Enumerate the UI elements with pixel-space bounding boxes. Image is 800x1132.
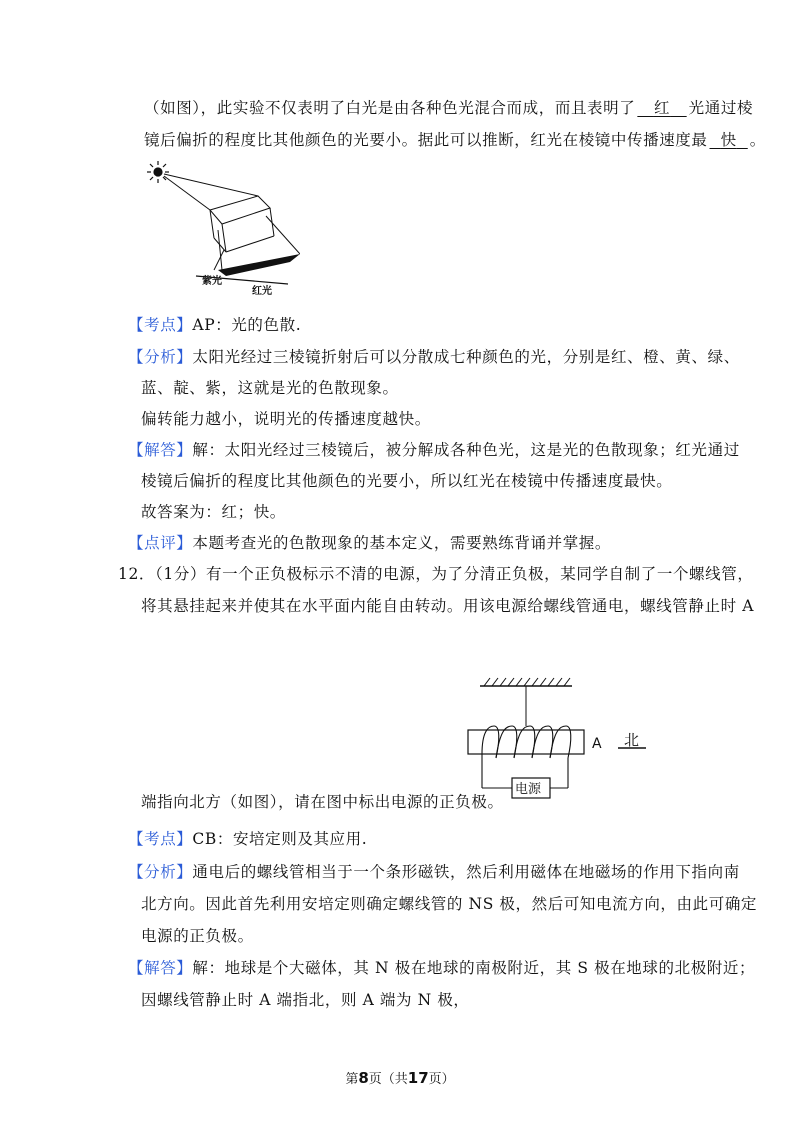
label-purple-light: 紫光 [202, 276, 222, 287]
end-a-label: A [592, 736, 602, 752]
text-fragment: （如图），此实验不仅表明了白光是由各种色光混合而成，而且表明了 [144, 99, 636, 117]
text-line [144, 98, 753, 118]
text-line: 棱镜后偏折的程度比其他颜色的光要小，所以红光在棱镜中传播速度最快。 [141, 472, 673, 490]
answer-text: 快 [720, 131, 737, 149]
text-line: 北方向。因此首先利用安培定则确定螺线管的 NS 极，然后可知电流方向，由此可确定 [141, 895, 758, 913]
question-line [118, 564, 753, 584]
spectrum-band [218, 254, 300, 276]
fenxi-line [128, 862, 740, 882]
jieda-line [128, 958, 755, 978]
kaodian-text: AP：光的色散. [192, 316, 302, 334]
north-label: 北 [624, 731, 640, 749]
jieda-line [128, 440, 740, 460]
text-line: 将其悬挂起来并使其在水平面内能自由转动。用该电源给螺线管通电，螺线管静止时 A [141, 597, 755, 615]
fenxi-tag: 【分析】 [128, 348, 193, 366]
solenoid-figure [460, 674, 660, 804]
jieda-text: 解：地球是个大磁体，其 N 极在地球的南极附近，其 S 极在地球的北极附近； [192, 959, 756, 977]
dianping-line [128, 533, 611, 553]
page-footer [0, 1068, 800, 1087]
text-fragment: 。 [749, 131, 766, 149]
prism-dispersion-figure [140, 158, 300, 298]
footer-text: 页（共 [368, 1072, 408, 1087]
fenxi-text: 通电后的螺线管相当于一个条形磁铁，然后利用磁体在地磁场的作用下指向南 [192, 863, 740, 881]
question-number: 12． [118, 565, 156, 583]
dianping-tag: 【点评】 [128, 534, 193, 552]
kaodian-text: CB：安培定则及其应用. [192, 830, 368, 848]
kaodian-line [128, 829, 367, 849]
text-line: 偏转能力越小，说明光的传播速度越快。 [141, 410, 431, 428]
text-line: 因螺线管静止时 A 端指北，则 A 端为 N 极， [141, 991, 470, 1009]
fenxi-text: 太阳光经过三棱镜折射后可以分散成七种颜色的光，分别是红、橙、黄、绿、 [192, 348, 740, 366]
label-red-light: 红光 [252, 286, 272, 297]
dianping-text: 本题考查光的色散现象的基本定义，需要熟练背诵并掌握。 [192, 534, 612, 552]
answer-blank-1 [635, 98, 688, 118]
power-source-label: 电源 [515, 782, 542, 797]
kaodian-line [128, 315, 301, 335]
answer-text: 红 [653, 99, 671, 117]
kaodian-tag: 【考点】 [128, 830, 193, 848]
text-fragment: 镜后偏折的程度比其他颜色的光要小。据此可以推断，红光在棱镜中传播速度最 [144, 131, 708, 149]
fenxi-tag: 【分析】 [128, 863, 193, 881]
text-line: 蓝、靛、紫，这就是光的色散现象。 [141, 379, 399, 397]
answer-line: 故答案为：红；快。 [141, 503, 286, 521]
page-number: 8 [358, 1069, 369, 1087]
text-line: 端指向北方（如图），请在图中标出电源的正负极。 [141, 793, 504, 811]
jieda-tag: 【解答】 [128, 441, 193, 459]
jieda-text: 解：太阳光经过三棱镜后，被分解成各种色光，这是光的色散现象；红光通过 [192, 441, 740, 459]
jieda-tag: 【解答】 [128, 959, 193, 977]
text-line [144, 130, 766, 150]
text-fragment: 光通过棱 [688, 99, 754, 117]
text-line: 电源的正负极。 [141, 927, 254, 945]
fenxi-line [128, 347, 740, 367]
sun-icon [147, 161, 169, 183]
footer-text: 页） [428, 1072, 455, 1087]
solenoid-core [468, 730, 584, 754]
footer-text: 第 [345, 1072, 359, 1087]
question-text: （1分）有一个正负极标示不清的电源，为了分清正负极，某同学自制了一个螺线管， [155, 565, 754, 583]
answer-blank-2 [708, 130, 750, 150]
kaodian-tag: 【考点】 [128, 316, 193, 334]
ceiling-hatch [480, 678, 572, 686]
total-pages: 17 [407, 1069, 429, 1087]
